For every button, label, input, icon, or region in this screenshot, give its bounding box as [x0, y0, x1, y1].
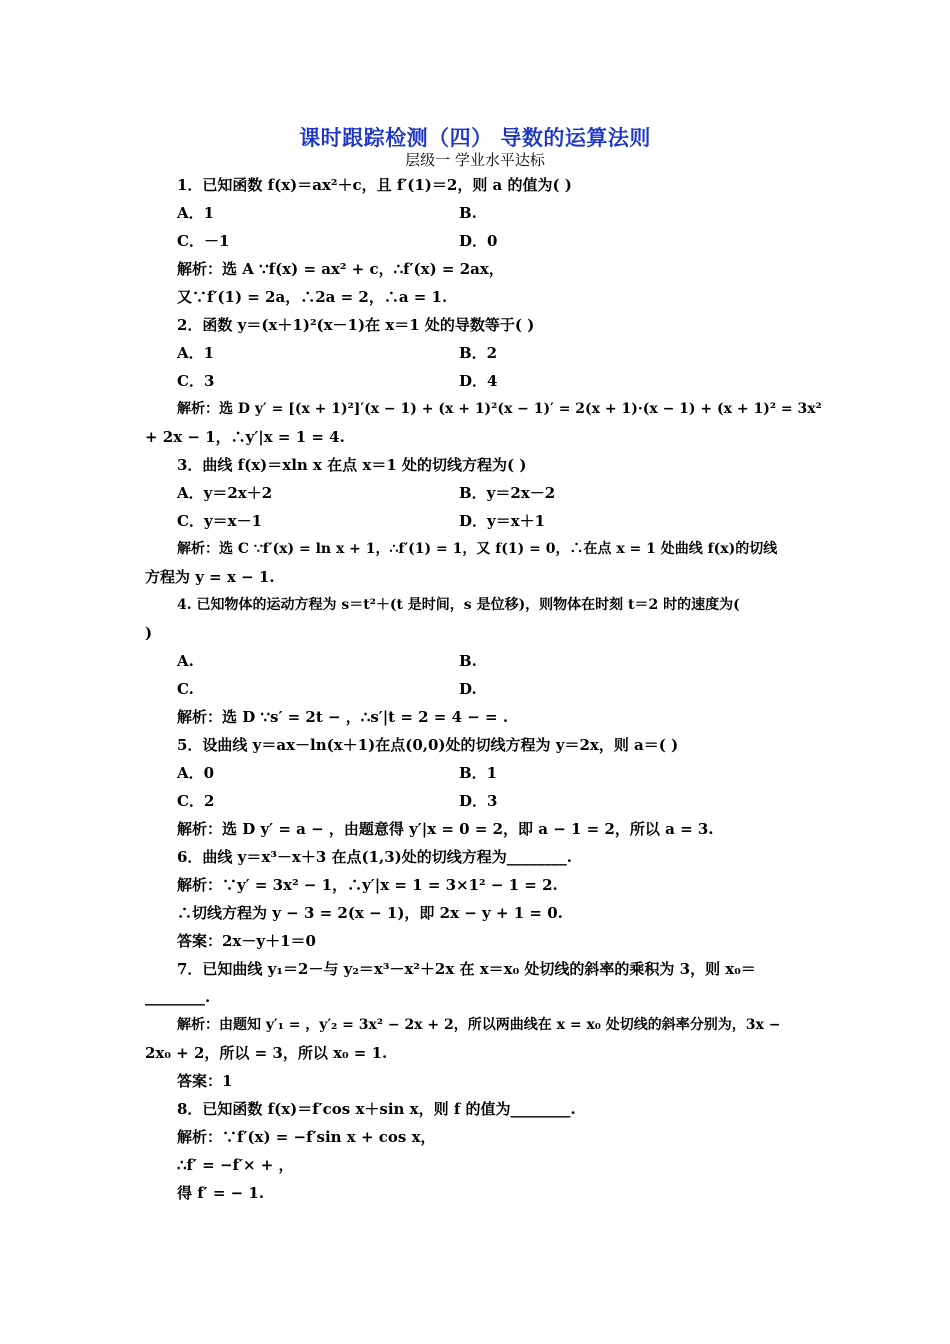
q5-solution-line-1: 解析：选 D y′ = a − ，由题意得 y′|x = 0 = 2，即 a − 1 = 2，所以 a = 3. — [177, 820, 714, 838]
q5-option-c: C．2 — [177, 792, 215, 810]
question-4: 4. 已知物体的运动方程为 s＝t²＋(t 是时间，s 是位移)，则物体在时刻 t＝2 时的速度为( — [177, 597, 740, 613]
q2-option-d: D．4 — [459, 372, 498, 390]
q1-option-d: D．0 — [459, 232, 498, 250]
q3-option-c: C．y＝x－1 — [177, 512, 263, 530]
q6-answer: 答案：2x－y＋1＝0 — [177, 932, 316, 950]
q7-answer: 答案：1 — [177, 1072, 233, 1090]
question-1: 1．已知函数 f(x)＝ax²＋c，且 f′(1)＝2，则 a 的值为( ) — [177, 176, 572, 194]
page-title: 课时跟踪检测（四） 导数的运算法则 — [299, 126, 651, 150]
q1-option-a: A．1 — [177, 204, 215, 222]
q2-solution-line-1: 解析：选 D y′ = [(x + 1)²]′(x − 1) + (x + 1)²(x − 1)′ = 2(x + 1)·(x − 1) + (x + 1)² = 3x² — [177, 401, 822, 417]
q2-option-b: B．2 — [459, 344, 498, 362]
q2-option-c: C．3 — [177, 372, 215, 390]
question-5: 5．设曲线 y＝ax－ln(x＋1)在点(0,0)处的切线方程为 y＝2x，则 a＝( ) — [177, 736, 679, 754]
q7-solution-line-1: 解析：由题知 y′₁ = ，y′₂ = 3x² − 2x + 2，所以两曲线在 x = x₀ 处切线的斜率分别为，3x − — [177, 1017, 781, 1033]
question-8: 8．已知函数 f(x)＝f′cos x＋sin x，则 f 的值为________. — [177, 1100, 576, 1118]
q5-option-d: D．3 — [459, 792, 498, 810]
page-subtitle: 层级一 学业水平达标 — [405, 151, 545, 169]
q5-option-a: A．0 — [177, 764, 215, 782]
q4-option-b: B. — [459, 652, 477, 670]
q5-option-b: B．1 — [459, 764, 498, 782]
question-7-continued: ________. — [145, 988, 211, 1006]
q1-option-c: C．－1 — [177, 232, 230, 250]
q1-solution-line-1: 解析：选 A ∵f(x) = ax² + c，∴f′(x) = 2ax， — [177, 260, 504, 278]
question-7: 7．已知曲线 y₁＝2－与 y₂＝x³－x²＋2x 在 x＝x₀ 处切线的斜率的乘积为 3，则 x₀＝ — [177, 960, 756, 978]
q2-solution-line-2: + 2x − 1，∴y′|x = 1 = 4. — [145, 428, 345, 446]
q7-solution-line-2: 2x₀ + 2，所以 = 3，所以 x₀ = 1. — [145, 1044, 388, 1062]
question-2: 2．函数 y＝(x＋1)²(x－1)在 x＝1 处的导数等于( ) — [177, 316, 535, 334]
q3-option-a: A．y＝2x＋2 — [177, 484, 273, 502]
question-6: 6．曲线 y＝x³－x＋3 在点(1,3)处的切线方程为________. — [177, 848, 573, 866]
q8-solution-line-3: 得 f′ = − 1. — [177, 1184, 265, 1202]
q4-option-d: D. — [459, 680, 477, 698]
q8-solution-line-1: 解析：∵f′(x) = −f′sin x + cos x， — [177, 1128, 436, 1146]
q3-solution-line-1: 解析：选 C ∵f′(x) = ln x + 1，∴f′(1) = 1，又 f(1) = 0，∴在点 x = 1 处曲线 f(x)的切线 — [177, 541, 778, 557]
q2-option-a: A．1 — [177, 344, 215, 362]
q3-solution-line-2: 方程为 y = x − 1. — [145, 568, 275, 586]
q3-option-d: D．y＝x＋1 — [459, 512, 546, 530]
q6-solution-line-2: ∴切线方程为 y − 3 = 2(x − 1)，即 2x − y + 1 = 0. — [177, 904, 563, 922]
q4-option-a: A. — [177, 652, 194, 670]
q4-solution-line-1: 解析：选 D ∵s′ = 2t − ，∴s′|t = 2 = 4 − = . — [177, 708, 509, 726]
q1-option-b: B. — [459, 204, 477, 222]
q8-solution-line-2: ∴f′ = −f′× + ， — [177, 1156, 294, 1174]
q6-solution-line-1: 解析：∵y′ = 3x² − 1，∴y′|x = 1 = 3×1² − 1 = 2. — [177, 876, 558, 894]
q3-option-b: B．y＝2x－2 — [459, 484, 556, 502]
q1-solution-line-2: 又∵f′(1) = 2a，∴2a = 2，∴a = 1. — [177, 288, 448, 306]
question-3: 3．曲线 f(x)＝xln x 在点 x＝1 处的切线方程为( ) — [177, 456, 527, 474]
question-4-continued: ) — [145, 624, 153, 642]
q4-option-c: C. — [177, 680, 194, 698]
